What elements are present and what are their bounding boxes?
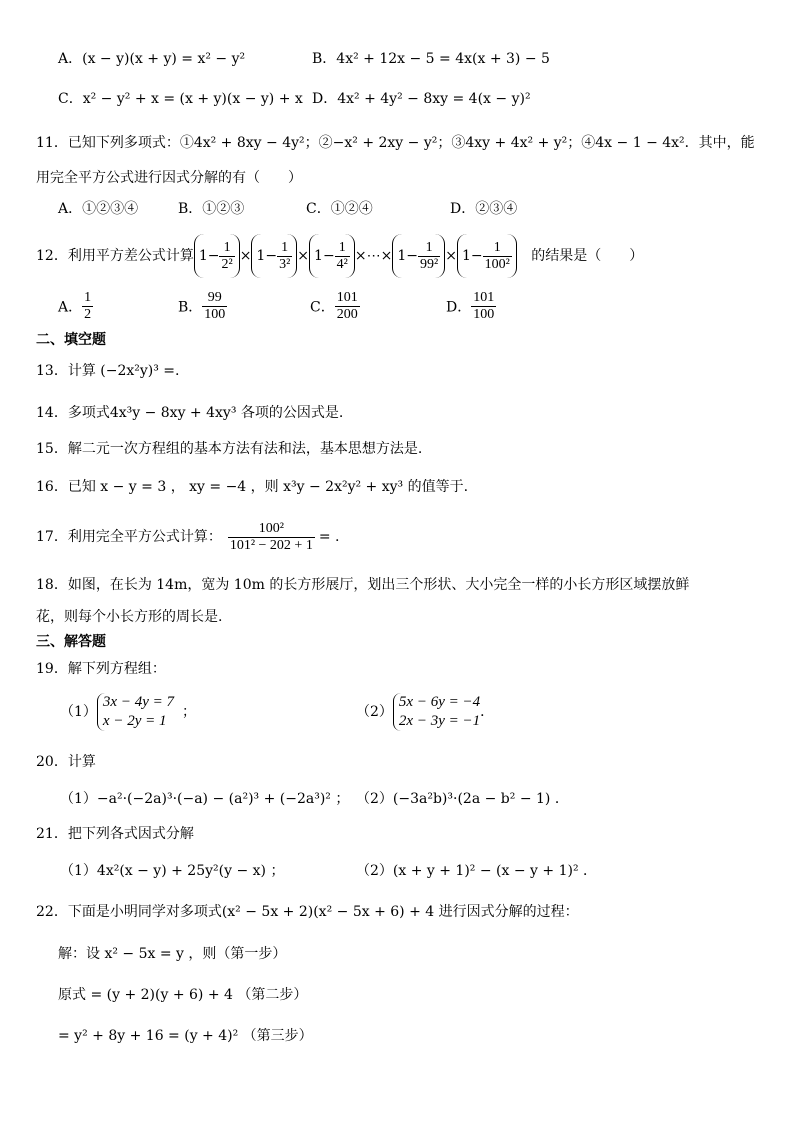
q12-option-d: D． $\frac{101}{100}$ (446, 290, 495, 322)
q20-title: 20．计算 (36, 754, 96, 770)
q10-option-a: A．(x − y)(x + y) = x² − y² (58, 51, 246, 67)
q22-step-3: = y² + 8y + 16 = (y + 4)² （第三步） (58, 1028, 313, 1044)
q13-text: 13．计算 (−2x²y)³ =. (36, 363, 180, 379)
section-fill-in-blank-heading: 二、填空题 (36, 332, 106, 348)
q12-factor-3: 1− $\frac{1}{\text{4²}}$ (309, 234, 355, 278)
q12-option-a: A． $\frac{1}{2}$ (58, 290, 92, 322)
q11-stem-line2: 用完全平方公式进行因式分解的有（ ） (36, 170, 302, 186)
q12-suffix: 的结果是（ ） (531, 248, 644, 264)
q22-step-2: 原式 = (y + 2)(y + 6) + 4 （第二步） (58, 987, 308, 1003)
q11-option-a: A．①②③④ (58, 201, 139, 217)
q12-factor-4: 1− $\frac{1}{\text{99²}}$ (392, 234, 445, 278)
q12-factor-2: 1− $\frac{1}{\text{3²}}$ (251, 234, 297, 278)
q21-part-2: （2）(x + y + 1)² − (x − y + 1)² ． (356, 863, 598, 879)
q20-part-1: （1）−a²·(−2a)³·(−a) − (a²)³ + (−2a³)² ； (60, 791, 350, 807)
q12-option-b: B． $\frac{99}{100}$ (178, 290, 226, 322)
q22-title: 22．下面是小明同学对多项式(x² − 5x + 2)(x² − 5x + 6) + 4 进行因式分解的过程： (36, 904, 579, 920)
q11-option-b: B．①②③ (178, 201, 245, 217)
q14-text: 14．多项式4x³y − 8xy + 4xy³ 各项的公因式是. (36, 405, 344, 421)
q19-title: 19．解下列方程组： (36, 661, 166, 677)
q21-title: 21．把下列各式因式分解 (36, 826, 194, 842)
q20-part-2: （2）(−3a²b)³·(2a − b² − 1) ． (356, 791, 569, 807)
q18-stem-line1: 18．如图，在长为 14m，宽为 10m 的长方形展厅，划出三个形状、大小完全一样的小长方形区域摆放鲜 (36, 577, 690, 593)
q18-stem-line2: 花，则每个小长方形的周长是. (36, 609, 223, 625)
q19-part-1: （1） 3x − 4y = 7 x − 2y = 1 ； (60, 694, 196, 729)
q16-text: 16．已知 x − y = 3 ， xy = −4 ，则 x³y − 2x²y² + xy³ 的值等于. (36, 479, 469, 495)
section-solution-heading: 三、解答题 (36, 634, 106, 650)
q11-stem-line1: 11．已知下列多项式：①4x² + 8xy − 4y²；②−x² + 2xy − y²；③4xy + 4x² + y²；④4x − 1 − 4x²．其中，能 (36, 135, 755, 151)
q10-option-d: D．4x² + 4y² − 8xy = 4(x − y)² (312, 91, 531, 107)
q15-text: 15．解二元一次方程组的基本方法有法和法，基本思想方法是. (36, 441, 423, 457)
q12-option-c: C． $\frac{101}{200}$ (310, 290, 358, 322)
q17-text: 17．利用完全平方公式计算： $\frac{\text{100²}}{\text{101² − 202 + 1}}$ = . (36, 520, 340, 553)
q12-factor-1: 1− $\frac{1}{\text{2²}}$ (194, 234, 240, 278)
q12-factor-5: 1− $\frac{1}{\text{100²}}$ (457, 234, 517, 278)
q12-stem: 12．利用平方差公式计算 1− $\frac{1}{\text{2²}}$ × 1− $\frac{1}{\text{3²}}$ × 1− $\frac{1}{\text{4²}}$ ×⋯× 1− $\frac{1}{\text{99²}}$ × 1− $\frac{1}{\text{100²}}$ 的结果是（ ） (36, 234, 643, 278)
q11-option-d: D．②③④ (450, 201, 518, 217)
q21-part-1: （1）4x²(x − y) + 25y²(y − x) ； (60, 863, 285, 879)
q11-option-c: C．①②④ (306, 201, 373, 217)
q10-option-c: C．x² − y² + x = (x + y)(x − y) + x (58, 91, 303, 107)
q10-option-b: B．4x² + 12x − 5 = 4x(x + 3) − 5 (312, 51, 550, 67)
q19-part-2: （2） 5x − 6y = −4 2x − 3y = −1 ． (356, 694, 495, 729)
q22-step-1: 解：设 x² − 5x = y ，则（第一步） (58, 946, 287, 962)
q12-prefix: 12．利用平方差公式计算 (36, 248, 194, 264)
